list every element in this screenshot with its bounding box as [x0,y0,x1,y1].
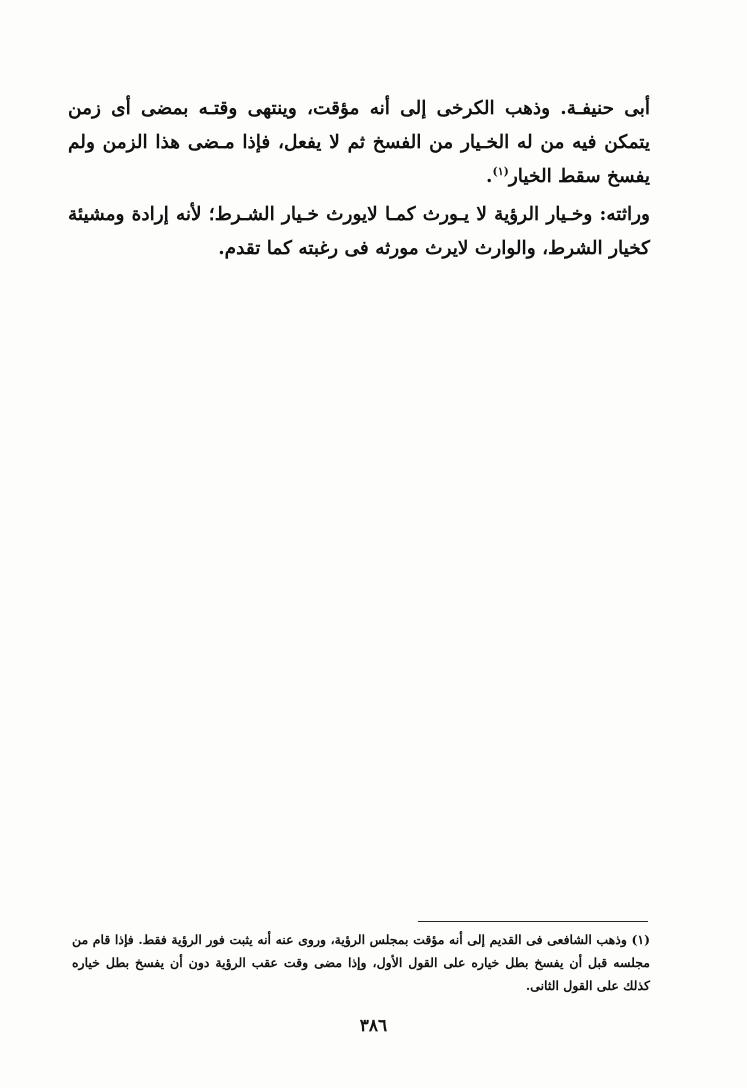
footnote-reference: (١) [492,164,509,178]
footnote [72,928,650,997]
paragraph-1-end: . [486,166,493,187]
paragraph-2-text: وخـيار الرؤية لا يـورث كمـا لايورث خـيار الشـرط؛ لأنه إرادة ومشيئة كخيار الشرط، والوارث لايرث مورثه فى رغبته كما تقدم. [68,204,650,259]
paragraph-2-lead: وراثته: [599,204,650,225]
paragraph-1 [68,92,650,194]
main-text [68,92,650,266]
footnote-text: (١) وذهب الشافعى فى القديم إلى أنه مؤقت بمجلس الرؤية، وروى عنه أنه يثبت فور الرؤية فقط. فإذا قام من مجلسه قبل أن يفسخ بطل خياره على القول الأول، وإذا مضى وقت عقب الرؤية دون أن يفسخ بطل خياره كذلك على القول الثانى. [72,932,650,993]
footnote-divider [418,921,648,922]
paragraph-1-text: أبى حنيفـة. وذهب الكرخى إلى أنه مؤقت، وينتهى وقتـه بمضى أى زمن يتمكن فيه من له الخـيار من الفسخ ثم لا يفعل، فإذا مـضى هذا الزمن ولم يفسخ سقط الخيار [68,98,650,187]
paragraph-2 [68,198,650,266]
page-number: ٣٨٦ [359,1016,388,1036]
